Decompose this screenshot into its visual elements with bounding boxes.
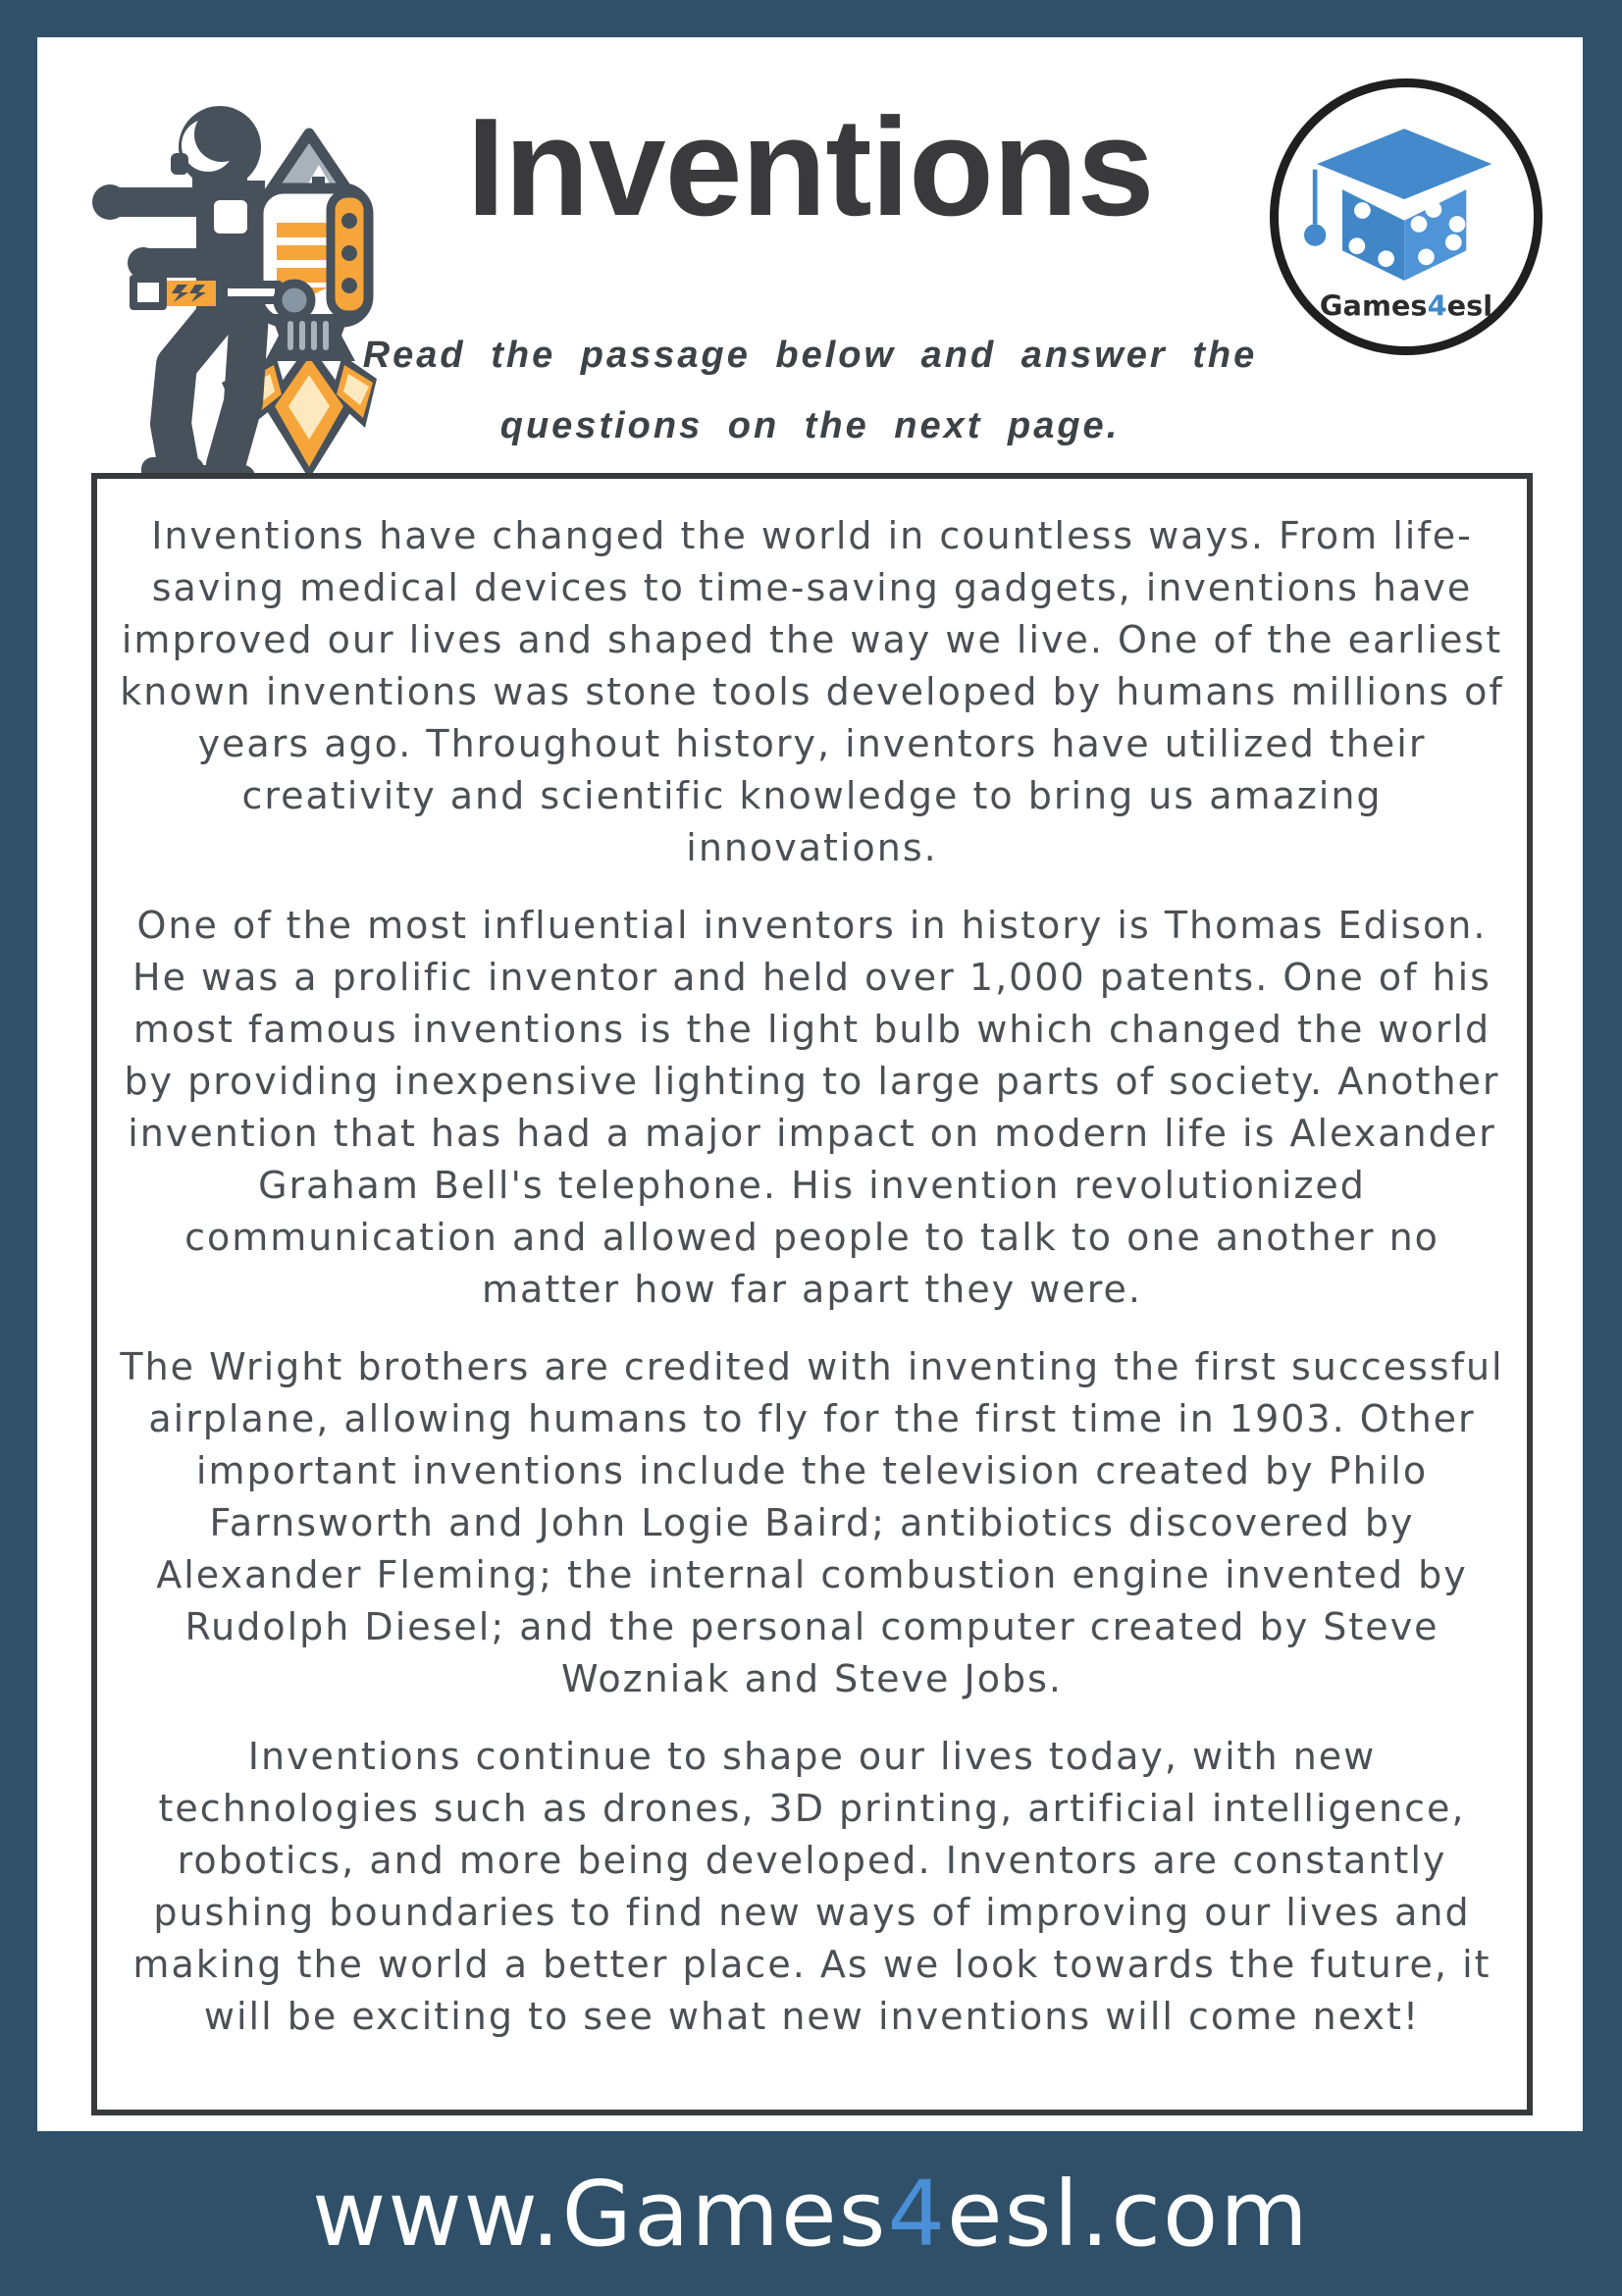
connector-bar xyxy=(224,285,279,300)
footer-url-prefix: www.Games xyxy=(312,2161,888,2267)
joint-knob xyxy=(278,284,311,317)
page-title: Inventions xyxy=(466,89,1154,245)
passage-paragraph-2: One of the most influential inventors in history is Thomas Edison. He was a prolific inventor and held over 1,000 patents. One of his most famous inventions is the light bulb which changed the world by providing inexpensive lighting to large parts of society. Another invention that has had a major impact on modern life is Alexander Graham Bell's telephone. His invention revolutionized communication and allowed people to talk to one another no matter how far apart they were. xyxy=(124,904,1500,1311)
graduation-cap-dice-logo xyxy=(1279,87,1534,346)
lightning-panel-icon xyxy=(167,281,216,306)
instructions-line-1: Read the passage below and answer the xyxy=(362,335,1258,376)
footer-website-band xyxy=(0,2131,1622,2296)
games4esl-logo xyxy=(1270,78,1543,355)
cuff-panel xyxy=(133,279,163,306)
passage-paragraph-1: Inventions have changed the world in countless ways. From life-saving medical devices to time-saving gadgets, inventions have improved our lives and shaped the way we live. One of the earliest known inventions was stone tools developed by humans millions of years ago. Throughout history, inventors have utilized their creativity and scientific knowledge to bring us amazing innovations. xyxy=(120,514,1504,869)
footer-url-accent: 4 xyxy=(887,2161,948,2267)
reading-passage-box xyxy=(91,473,1533,2115)
logo-wordmark: Games4esl xyxy=(1319,288,1493,323)
passage-paragraph-3: The Wright brothers are credited with inventing the first successful airplane, allowing humans to fly for the first time in 1903. Other important inventions include the television created by Philo Farnsworth and John Logie Baird; antibiotics discovered by Alexander Fleming; the internal combustion engine invented by Rudolph Diesel; and the personal computer created by Steve Wozniak and Steve Jobs. xyxy=(120,1345,1504,1700)
instructions-line-2: questions on the next page. xyxy=(499,405,1121,446)
passage-paragraph-4: Inventions continue to shape our lives today, with new technologies such as drones, 3D printing, artificial intelligence, robotics, and more being developed. Inventors are constantly pushing boundaries to find new ways of improving our lives and making the world a better place. As we look towards the future, it will be exciting to see what new inventions will come next! xyxy=(132,1735,1491,2038)
footer-url-suffix: esl.com xyxy=(947,2161,1310,2267)
